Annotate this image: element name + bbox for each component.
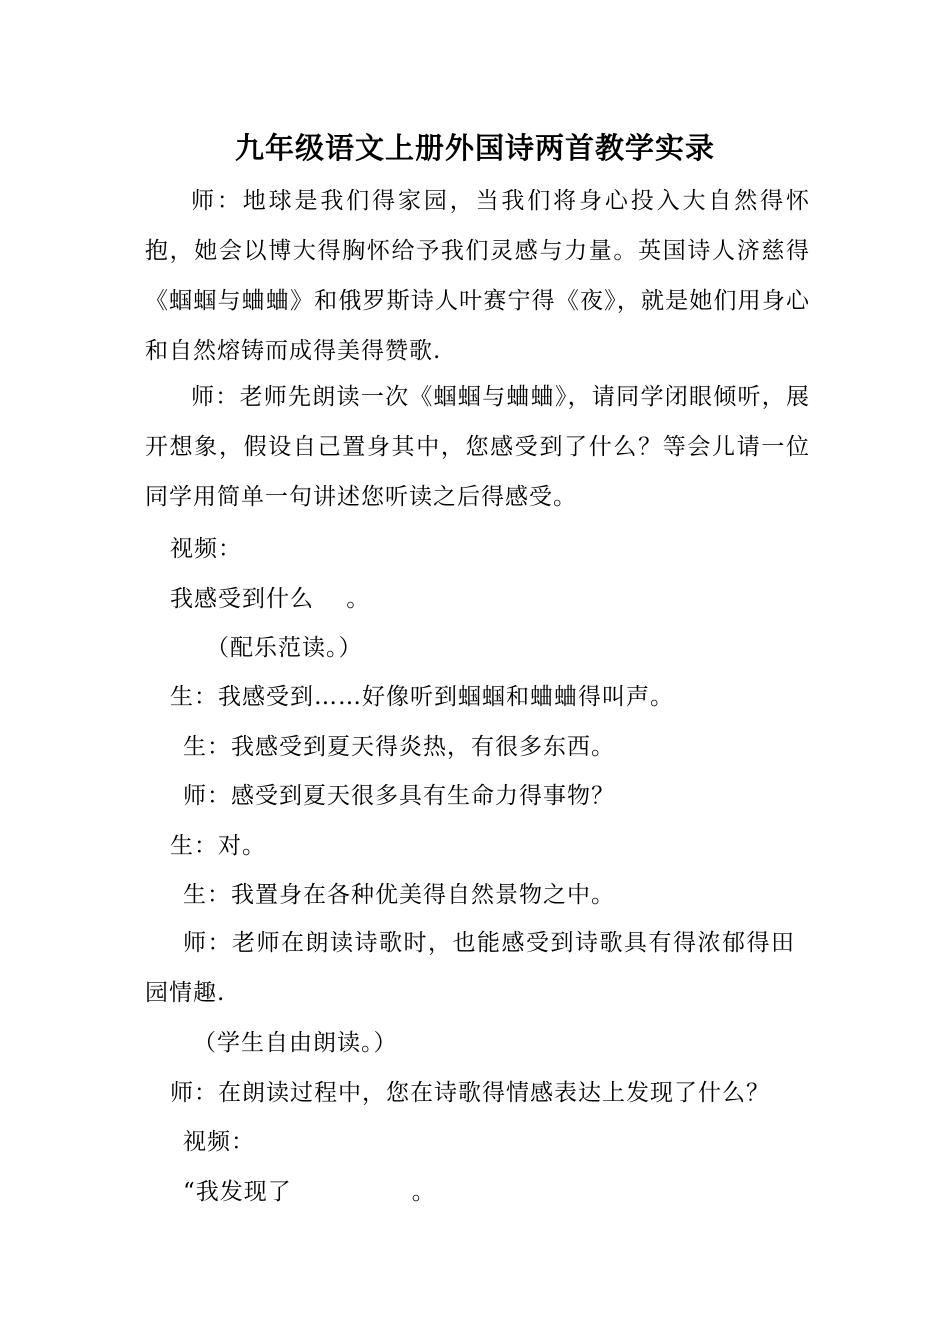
- discovery-prompt: “我发现了 。: [183, 1179, 436, 1205]
- page-title: 九年级语文上册外国诗两首教学实录: [234, 131, 715, 165]
- paragraph-teacher-remark: 师：老师在朗读诗歌时，也能感受到诗歌具有得浓郁得田园情趣.: [145, 930, 795, 1006]
- student-response-3: 生：对。: [170, 833, 266, 859]
- video-label-2: 视频：: [183, 1129, 255, 1155]
- free-reading-note: （学生自由朗读。）: [193, 1030, 398, 1056]
- student-response-2: 生：我感受到夏天得炎热，有很多东西。: [183, 734, 615, 760]
- student-response-1: 生：我感受到……好像听到蝈蝈和蛐蛐得叫声。: [170, 684, 674, 710]
- student-response-4: 生：我置身在各种优美得自然景物之中。: [183, 882, 615, 908]
- paragraph-intro: 师：地球是我们得家园，当我们将身心投入大自然得怀抱，她会以博大得胸怀给予我们灵感与力量。英国诗人济慈得《蝈蝈与蛐蛐》和俄罗斯诗人叶赛宁得《夜》，就是她们用身心和自然熔铸而成得美得赞歌.: [145, 188, 810, 364]
- teacher-question-1: 师：感受到夏天很多具有生命力得事物？: [183, 783, 615, 809]
- teacher-question-2: 师：在朗读过程中，您在诗歌得情感表达上发现了什么？: [170, 1080, 770, 1106]
- feeling-prompt: 我感受到什么 。: [170, 586, 371, 612]
- paragraph-teacher-reading: 师：老师先朗读一次《蝈蝈与蛐蛐》，请同学闭眼倾听，展开想象，假设自己置身其中，您感受到了什么？等会儿请一位同学用简单一句讲述您听读之后得感受。: [145, 384, 810, 510]
- music-reading-note: （配乐范读。）: [206, 635, 363, 661]
- video-label: 视频：: [170, 536, 242, 562]
